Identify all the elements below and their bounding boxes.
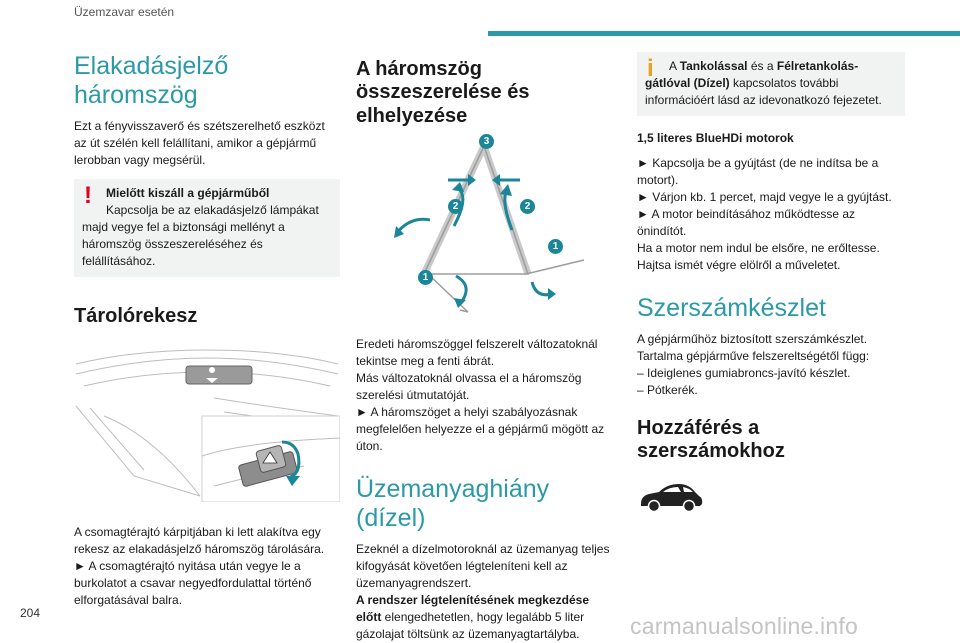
- fuel-shortage-title: Üzemanyaghiány (dízel): [356, 475, 550, 532]
- assembly-text-1: Eredeti háromszöggel felszerelt változatoknál tekintse meg a fenti ábrát.: [356, 337, 598, 369]
- warning-heading: Mielőtt kiszáll a gépjárműből: [106, 185, 270, 200]
- engine-heading: 1,5 literes BlueHDi motorok: [637, 131, 794, 145]
- tools-list-item-1: – Ideiglenes gumiabroncs-javító készlet.: [637, 365, 851, 380]
- info-mid: és a: [747, 59, 777, 73]
- step-2: ► Várjon kb. 1 percet, majd vegye le a gyújtást.: [637, 190, 892, 204]
- figure-label-2-right: 2: [520, 199, 535, 214]
- column-2: [356, 52, 610, 643]
- retry-text: Ha a motor nem indul be elsőre, ne erőltesse. Hajtsa ismét végre elölről a műveletet.: [637, 241, 880, 272]
- fuel-text-2: [356, 592, 610, 643]
- assembly-text-3: ► A háromszöget a helyi szabályozásnak megfelelően helyezze el a gépjármű mögött az úton.: [356, 405, 605, 454]
- fuel-text-1: Ezeknél a dízelmotoroknál az üzemanyag teljes kifogyását követően légteleníteni kell az üzemanyagrendszert.: [356, 541, 610, 590]
- intro-paragraph: Ezt a fényvisszaverő és szétszerelhető eszközt az út szélén kell felállítani, amikor a gépjármű lerobban vagy megsérül.: [74, 118, 325, 167]
- figure-label-1-left: 1: [418, 270, 433, 285]
- column-1: [74, 52, 340, 609]
- trunk-lid-drawing: [74, 346, 340, 502]
- tools-access-title: Hozzáférés a szerszámokhoz: [637, 416, 785, 463]
- assembly-text-2: Más változatoknál olvassa el a háromszög szerelési útmutatóját.: [356, 371, 582, 403]
- figure-label-2-left: 2: [448, 199, 463, 214]
- figure-label-3: 3: [479, 134, 494, 149]
- fuel-text-tail: elengedhetetlen, hogy legalább 5 liter gázolajat töltsünk az üzemanyagtartályba.: [356, 609, 585, 641]
- tools-text: A gépjárműhöz biztosított szerszámkészlet. Tartalma gépjárműve felszereltségétől függ:: [637, 331, 870, 363]
- fuel-bold-lead: A rendszer légtelenítésének megkezdése előtt: [356, 592, 589, 624]
- warning-box: [74, 179, 340, 277]
- tools-title: Szerszámkészlet: [637, 294, 826, 322]
- info-text: [645, 55, 897, 109]
- column-3: [637, 52, 905, 519]
- running-header: Üzemzavar esetén: [74, 5, 175, 19]
- info-bold-misfuel: Félretankolás-gátlóval (Dízel): [645, 59, 859, 90]
- section-title-warning-triangle: Elakadásjelző háromszög: [74, 52, 229, 109]
- storage-compartment-illustration: [74, 346, 340, 502]
- storage-description: A csomagtérajtó kárpitjában ki lett alakítva egy rekesz az elakadásjelző háromszög tárolására.: [74, 524, 325, 556]
- watermark: carmanualsonline.info: [630, 613, 858, 639]
- warning-text: Kapcsolja be az elakadásjelző lámpákat majd vegye fel a biztonsági mellényt a háromszög összeszereléséhez és felállításához.: [82, 202, 319, 268]
- triangle-drawing: [356, 134, 610, 320]
- step-3: ► A motor beindításához működtesse az önindítót.: [637, 207, 855, 238]
- info-post: kapcsolatos további információért lásd az idevonatkozó fejezetet.: [645, 76, 882, 107]
- assembly-title: A háromszög összeszerelése és elhelyezése: [356, 58, 530, 127]
- info-bold-refueling: Tankolással: [679, 59, 748, 73]
- storage-title: Tárolórekesz: [74, 304, 198, 327]
- info-box: [637, 52, 905, 116]
- info-pre: A: [669, 59, 680, 73]
- figure-label-1-right: 1: [548, 239, 563, 254]
- storage-step: ► A csomagtérajtó nyitása után vegye le a burkolatot a csavar negyedfordulattal történő elforgatásával balra.: [74, 558, 312, 607]
- page-number: 204: [20, 606, 41, 620]
- header-accent-bar: [488, 31, 960, 36]
- tools-list-item-2: – Pótkerék.: [637, 382, 698, 397]
- triangle-assembly-illustration: [356, 134, 610, 320]
- step-1: ► Kapcsolja be a gyújtást (de ne indítsa be a motort).: [637, 156, 879, 187]
- warning-exclamation-icon: !: [84, 181, 92, 209]
- car-silhouette-icon: [637, 480, 705, 514]
- info-icon: i: [647, 55, 654, 82]
